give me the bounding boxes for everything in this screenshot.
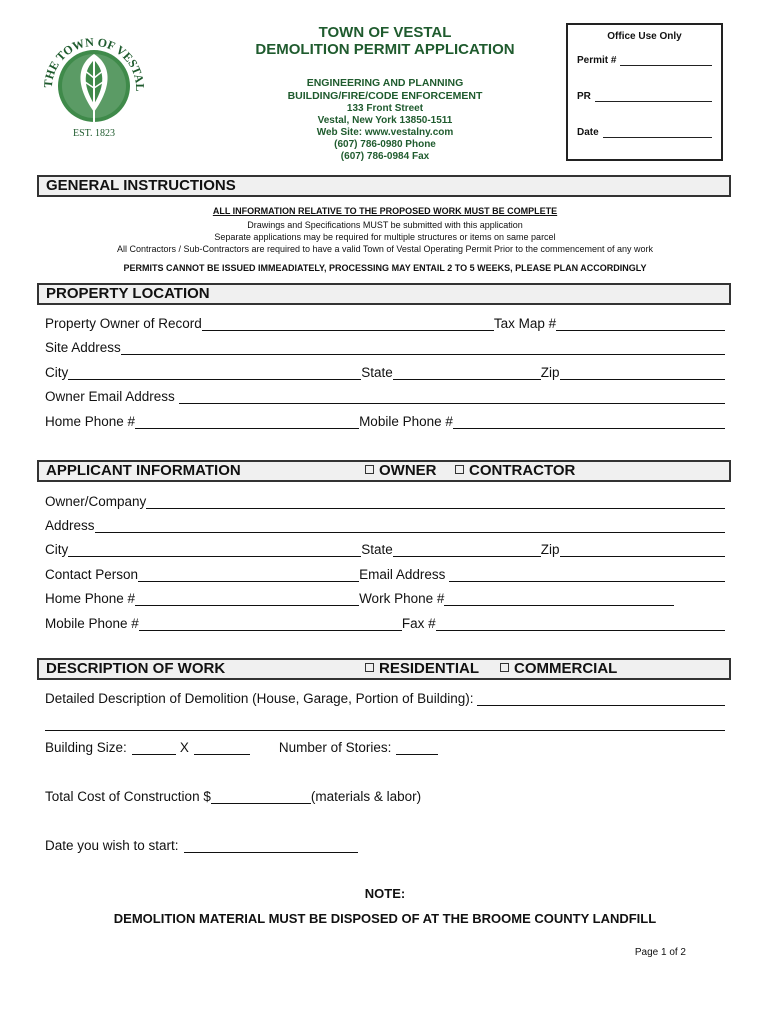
fax-label: Fax # — [401, 616, 436, 631]
section-applicant-information — [37, 460, 731, 482]
address-input[interactable] — [95, 519, 725, 533]
commercial-option-label: COMMERCIAL — [514, 660, 618, 677]
row-detailed-description — [45, 690, 725, 706]
city-line: Vestal, New York 13850-1511 — [317, 115, 453, 126]
work-phone-input[interactable] — [444, 592, 674, 606]
property-owner-input[interactable] — [202, 317, 494, 331]
seal-est: EST. 1823 — [72, 128, 116, 139]
owner-email-input[interactable] — [179, 390, 725, 404]
description-input[interactable] — [477, 692, 725, 706]
website: Web Site: www.vestalny.com — [316, 127, 454, 138]
row-city-state-zip — [45, 364, 725, 380]
date-label: Date — [577, 127, 599, 138]
instruction-3: Separate applications may be required for multiple structures or items on same parcel — [214, 232, 556, 242]
city-label: City — [45, 365, 69, 380]
contact-block — [270, 103, 500, 163]
section-heading: APPLICANT INFORMATION — [46, 462, 241, 479]
section-heading: GENERAL INSTRUCTIONS — [46, 177, 236, 194]
permit-number-field[interactable] — [577, 55, 712, 66]
zip-label: Zip — [540, 365, 560, 380]
street: 133 Front Street — [346, 103, 424, 114]
home-phone-input[interactable] — [135, 415, 359, 429]
owner-checkbox[interactable] — [365, 462, 437, 480]
row-owner-taxmap — [45, 315, 725, 331]
instruction-5: PERMITS CANNOT BE ISSUED IMMEADIATELY, PROCESSING MAY ENTAIL 2 TO 5 WEEKS, PLEASE PLAN ACCORDINGLY — [123, 263, 647, 273]
dept-line-1: ENGINEERING AND PLANNING — [306, 77, 464, 89]
state-label: State — [361, 365, 393, 380]
instruction-2: Drawings and Specifications MUST be submitted with this application — [247, 220, 523, 230]
town-seal-logo — [38, 30, 150, 142]
instruction-1: ALL INFORMATION RELATIVE TO THE PROPOSED WORK MUST BE COMPLETE — [212, 206, 558, 216]
owner-option-label: OWNER — [379, 462, 437, 479]
site-address-input[interactable] — [121, 341, 725, 355]
checkbox-icon — [500, 663, 509, 672]
email-label: Email Address — [359, 567, 446, 582]
building-size-width-input[interactable] — [132, 741, 176, 755]
cost-note: (materials & labor) — [310, 789, 422, 804]
seal-text: THE TOWN OF VESTAL — [40, 34, 148, 92]
instruction-4: All Contractors / Sub-Contractors are required to have a valid Town of Vestal Operating Permit Prior to the commencement of any work — [116, 244, 654, 254]
permit-label: Permit # — [577, 55, 617, 66]
company-label: Owner/Company — [45, 494, 147, 509]
start-date-label: Date you wish to start: — [45, 838, 179, 853]
page-number: Page 1 of 2 — [634, 947, 686, 958]
residential-option-label: RESIDENTIAL — [379, 660, 480, 677]
checkbox-icon — [455, 465, 464, 474]
pr-field[interactable] — [577, 91, 712, 102]
home-phone-label: Home Phone # — [45, 591, 136, 606]
address-label: Address — [45, 518, 95, 533]
commercial-checkbox[interactable] — [500, 660, 617, 678]
section-general-instructions — [37, 175, 731, 197]
building-size-length-input[interactable] — [194, 741, 250, 755]
city-input[interactable] — [68, 543, 361, 557]
row-description-continued — [45, 715, 725, 731]
section-property-location — [37, 283, 731, 305]
row-phones — [45, 413, 725, 429]
state-input[interactable] — [393, 543, 541, 557]
city-label: City — [45, 542, 69, 557]
mobile-phone-label: Mobile Phone # — [359, 414, 453, 429]
mobile-phone-input[interactable] — [453, 415, 725, 429]
row-applicant-city-state-zip — [45, 541, 725, 557]
zip-input[interactable] — [560, 366, 725, 380]
phone: (607) 786-0980 Phone — [334, 139, 436, 150]
start-date-input[interactable] — [184, 839, 358, 853]
town-name: TOWN OF VESTAL — [318, 24, 452, 41]
site-address-label: Site Address — [45, 340, 121, 355]
description-label: Detailed Description of Demolition (House, Garage, Portion of Building): — [45, 691, 474, 706]
contact-person-label: Contact Person — [45, 567, 139, 582]
contractor-option-label: CONTRACTOR — [469, 462, 576, 479]
home-phone-input[interactable] — [135, 592, 359, 606]
row-address — [45, 517, 725, 533]
checkbox-icon — [365, 465, 374, 474]
note-text: DEMOLITION MATERIAL MUST BE DISPOSED OF AT THE BROOME COUNTY LANDFILL — [113, 911, 657, 926]
zip-label: Zip — [540, 542, 560, 557]
zip-input[interactable] — [560, 543, 725, 557]
department — [250, 77, 520, 103]
state-label: State — [361, 542, 393, 557]
home-phone-label: Home Phone # — [45, 414, 136, 429]
office-use-title: Office Use Only — [607, 31, 682, 42]
section-heading: PROPERTY LOCATION — [46, 285, 210, 302]
tax-map-label: Tax Map # — [493, 316, 557, 331]
property-owner-label: Property Owner of Record — [45, 316, 202, 331]
row-start-date — [45, 837, 725, 853]
mobile-phone-input[interactable] — [139, 617, 402, 631]
dept-line-2: BUILDING/FIRE/CODE ENFORCEMENT — [287, 90, 483, 102]
office-date-field[interactable] — [577, 127, 712, 138]
fax-input[interactable] — [436, 617, 725, 631]
row-building-size — [45, 739, 725, 755]
city-input[interactable] — [68, 366, 361, 380]
building-size-label: Building Size: — [45, 740, 127, 755]
mobile-phone-label: Mobile Phone # — [45, 616, 139, 631]
row-total-cost — [45, 788, 725, 804]
row-site-address — [45, 339, 725, 355]
size-x-label: X — [179, 740, 189, 755]
checkbox-icon — [365, 663, 374, 672]
state-input[interactable] — [393, 366, 541, 380]
row-home-work-phone — [45, 590, 725, 606]
row-contact-email — [45, 566, 725, 582]
stories-input[interactable] — [396, 741, 438, 755]
tax-map-input[interactable] — [556, 317, 725, 331]
description-input-line-2[interactable] — [45, 717, 725, 731]
pr-label: PR — [577, 91, 591, 102]
section-heading: DESCRIPTION OF WORK — [46, 660, 226, 677]
fax: (607) 786-0984 Fax — [340, 151, 430, 162]
total-cost-input[interactable] — [211, 790, 311, 804]
contact-person-input[interactable] — [138, 568, 359, 582]
work-phone-label: Work Phone # — [359, 591, 445, 606]
section-description-of-work — [37, 658, 731, 680]
email-input[interactable] — [449, 568, 725, 582]
note-title: NOTE: — [364, 886, 406, 901]
row-mobile-fax — [45, 615, 725, 631]
stories-label: Number of Stories: — [278, 740, 392, 755]
total-cost-label: Total Cost of Construction $ — [45, 789, 211, 804]
row-owner-email — [45, 388, 725, 404]
office-use-box — [566, 23, 723, 161]
company-input[interactable] — [146, 495, 725, 509]
contractor-checkbox[interactable] — [455, 462, 575, 480]
residential-checkbox[interactable] — [365, 660, 479, 678]
form-name: DEMOLITION PERMIT APPLICATION — [255, 41, 515, 58]
owner-email-label: Owner Email Address — [45, 389, 175, 404]
header-title — [230, 24, 540, 58]
row-company — [45, 493, 725, 509]
